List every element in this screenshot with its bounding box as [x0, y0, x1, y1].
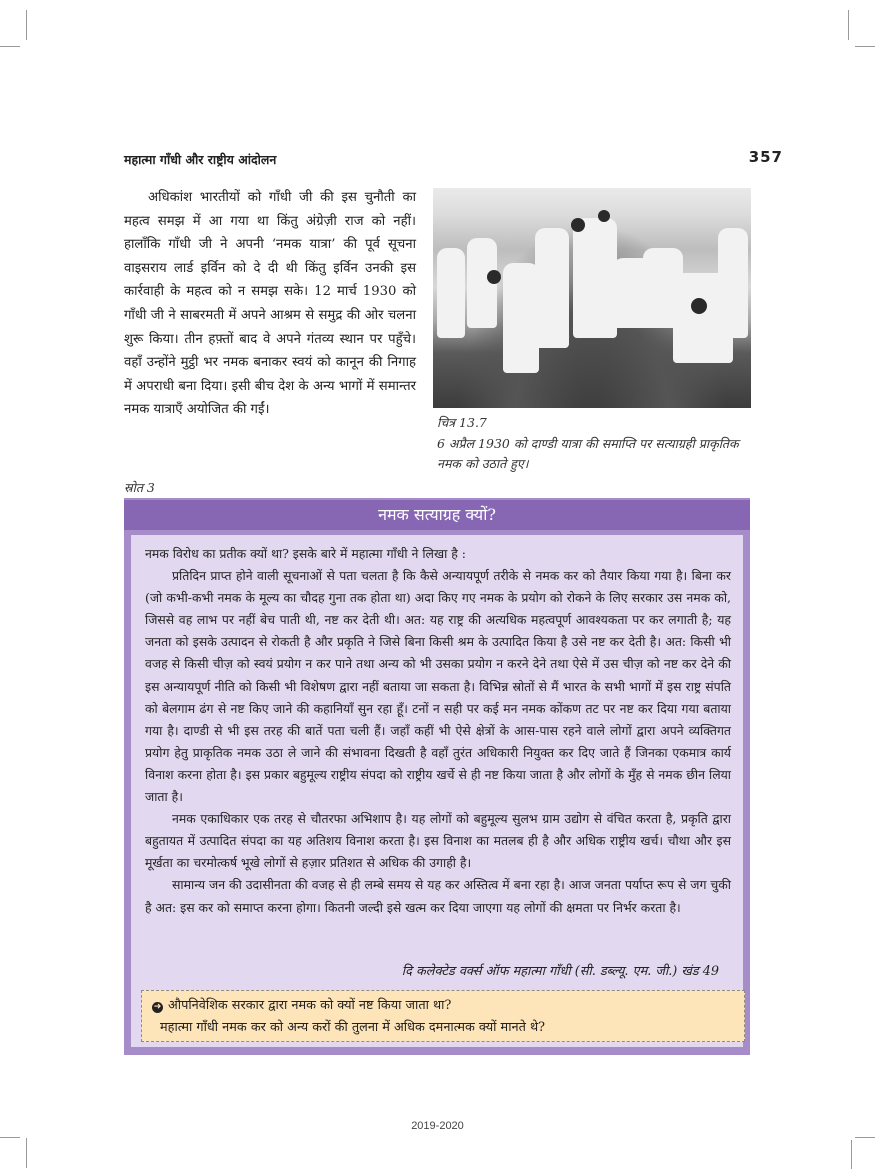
- crop-mark: [855, 46, 875, 47]
- page-number: 357: [748, 148, 783, 166]
- crop-mark: [0, 46, 20, 47]
- footer-year: 2019-2020: [411, 1120, 464, 1132]
- crop-mark: [855, 1137, 875, 1138]
- figure-photo: [433, 188, 751, 408]
- question-item: [152, 1017, 734, 1039]
- running-head: महात्मा गाँधी और राष्ट्रीय आंदोलन: [124, 152, 277, 167]
- intro-text: [124, 186, 416, 422]
- crop-mark: [848, 10, 849, 40]
- source-title: नमक सत्याग्रह क्यों?: [124, 500, 750, 530]
- question-text: औपनिवेशिक सरकार द्वारा नमक को क्यों नष्ट किया जाता था?: [168, 998, 452, 1013]
- crop-mark: [26, 10, 27, 40]
- arrow-circle-icon: ➜: [153, 1002, 162, 1012]
- source-paragraph: सामान्य जन की उदासीनता की वजह से ही लम्बे समय से यह कर अस्तित्व में बना रहा है। आज जनता पर्याप्त रूप से जग चुकी है अत: इस कर को समाप्त करना होगा। कितनी जल्दी इसे खत्म कर दिया जाएगा यह लोगों की क्षमता पर निर्भर करता है।: [145, 877, 731, 915]
- figure-label: चित्र 13.7: [437, 415, 487, 430]
- source-lead: नमक विरोध का प्रतीक क्यों था? इसके बारे में महात्मा गाँधी ने लिखा है :: [145, 546, 466, 561]
- source-paragraph: प्रतिदिन प्राप्त होने वाली सूचनाओं से पता चलता है कि कैसे अन्यायपूर्ण तरीके से नमक कर को तैयार किया गया है। बिना कर (जो कभी-कभी नमक के मूल्य का चौदह गुना तक होता था) अदा किए गए नमक के प्रयोग को रोकने के लिए सरकार उस नमक को, जिससे वह लाभ पर नहीं बेच पाती थी, नष्ट कर देती थी। अत: यह राष्ट्र की अत्यधिक महत्वपूर्ण आवश्यकता पर कर लगाती है; यह जनता को इसके उत्पादन से रोकती है और प्रकृति ने जिसे बिना किसी श्रम के उत्पादित किया है उसे नष्ट कर देती है। अत: किसी भी वजह से किसी चीज़ को स्वयं प्रयोग न कर पाने तथा अन्य को भी उसका प्रयोग न करने देने तथा ऐसे में उस चीज़ को नष्ट कर देने की इस अन्यायपूर्ण नीति को किसी भी विशेषण द्वारा नहीं बताया जा सकता है। विभिन्न स्रोतों से मैं भारत के सभी भागों में इस राष्ट्र संपति को बेलगाम ढंग से नष्ट किए जाने की कहानियाँ सुन रहा हूँ। टनों न सही पर कई मन नमक कोंकण तट पर नष्ट कर दिया गया बताया गया है। दाण्डी से भी इस तरह की बातें पता चली हैं। जहाँ कहीं भी ऐसे क्षेत्रों के आस-पास रहने वाले लोगों द्वारा अपने व्यक्तिगत प्रयोग हेतु प्राकृतिक नमक उठा ले जाने की संभावना दिखती है वहाँ तुरंत अधिकारी नियुक्त कर दिए जाते हैं जिनका एकमात्र कार्य विनाश करना होता है। इस प्रकार बहुमूल्य राष्ट्रीय संपदा को राष्ट्रीय खर्चे से ही नष्ट किया जाता है और लोगों के मुँह से नमक छीन लिया जाता है।: [145, 568, 731, 805]
- figure-caption: 6 अप्रैल 1930 को दाण्डी यात्रा की समाप्ति पर सत्याग्रही प्राकृतिक नमक को उठाते हुए।: [437, 436, 739, 471]
- question-item: [152, 995, 734, 1017]
- source-panel: [131, 535, 743, 1047]
- source-citation: दि कलेक्टेड वर्क्स ऑफ महात्मा गाँधी (सी. डब्ल्यू. एम. जी.) खंड 49: [401, 964, 719, 979]
- question-text: महात्मा गाँधी नमक कर को अन्य करों की तुलना में अधिक दमनात्मक क्यों मानते थे?: [160, 1020, 546, 1035]
- photo-people-silhouettes: [433, 228, 751, 348]
- source-box: [124, 498, 750, 1055]
- intro-paragraph: अधिकांश भारतीयों को गाँधी जी की इस चुनौती का महत्व समझ में आ गया था किंतु अंग्रेज़ी राज को नहीं। हालाँकि गाँधी जी ने अपनी ‘नमक यात्रा’ की पूर्व सूचना वाइसराय लार्ड इर्विन को दे दी थी किंतु इर्विन उनकी इस कार्रवाही के महत्व को न समझ सके। 12 मार्च 1930 को गाँधी जी ने साबरमती में अपने आश्रम से समुद्र की ओर चलना शुरू किया। तीन हफ़्तों बाद वे अपने गंतव्य स्थान पर पहुँचे। वहाँ उन्होंने मुट्ठी भर नमक बनाकर स्वयं को कानून की निगाह में अपराधी बना दिया। इसी बीच देश के अन्य भागों में समान्तर नमक यात्राएँ अयोजित की गईं।: [124, 190, 416, 418]
- source-label: स्रोत 3: [124, 480, 155, 495]
- source-paragraph: नमक एकाधिकार एक तरह से चौतरफा अभिशाप है। यह लोगों को बहुमूल्य सुलभ ग्राम उद्योग से वंचित करता है, प्रकृति द्वारा बहुतायत में उत्पादित संपदा का यह अतिशय विनाश करता है। इस विनाश का मतलब ही है और अधिक राष्ट्रीय खर्च। चौथा और इस मूर्खता का चरमोत्कर्ष भूखे लोगों से हज़ार प्रतिशत से अधिक की उगाही है।: [145, 811, 731, 871]
- crop-mark: [26, 1138, 27, 1168]
- crop-mark: [0, 1137, 20, 1138]
- question-box: [141, 990, 745, 1042]
- source-text: [145, 543, 731, 919]
- crop-mark: [851, 1140, 852, 1169]
